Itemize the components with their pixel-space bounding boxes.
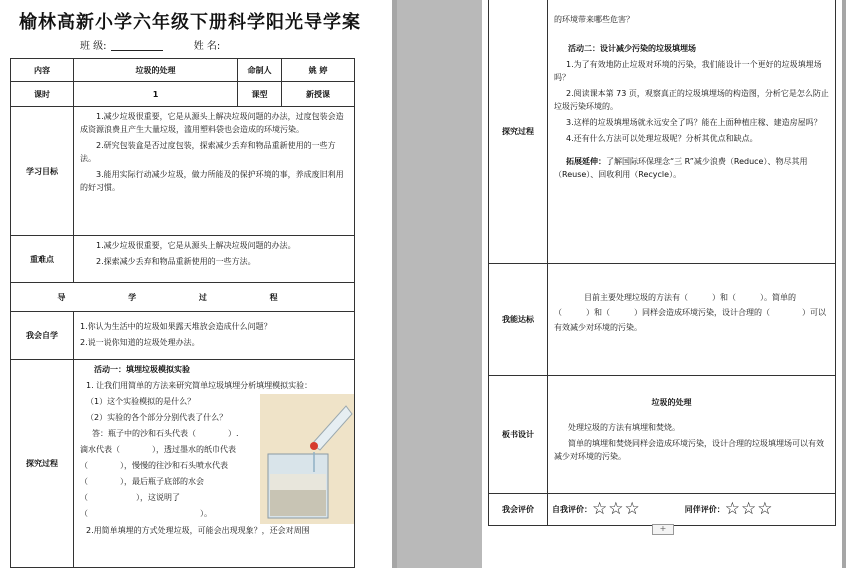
cell-type-value: 新授课 [281, 81, 355, 107]
board-title: 垃圾的处理 [651, 398, 692, 407]
cell-author-label: 命制人 [237, 58, 282, 82]
cell-type-label: 课型 [237, 81, 282, 107]
extension-title: 拓展延伸： [566, 157, 606, 166]
exp-answer-line: （ ），慢慢的往沙和石头喷水代表 [80, 461, 228, 470]
goal-item: 2.研究包装盒是否过度包装，探索减少丢弃和物品重新使用的一些方法。 [80, 141, 336, 163]
self-item: 1.你认为生活中的垃圾如果露天堆放会造成什么问题？ [80, 322, 272, 331]
evaluation-cell [547, 493, 836, 526]
exp-answer-line: 滴水代表（ ），透过墨水的纸巾代表 [80, 445, 236, 454]
extension-text: 拓展延伸：了解国际环保理念“三 R”减少浪费（Reduce）、物尽其用（Reuse）、回收利用（Recycle）。 [554, 157, 808, 179]
exp-question-2: 2.用简单填埋的方式处理垃圾，可能会出现现象？，还会对周围 [86, 526, 310, 535]
exp-answer-line: （ ），这说明了 [80, 493, 180, 502]
doc-title: 榆林高新小学六年级下册科学阳光导学案 [19, 12, 361, 33]
goals-cell [73, 106, 355, 236]
cell-author-value: 姚 婷 [281, 58, 355, 82]
self-eval-label: 自我评价： [552, 505, 592, 514]
board-label: 板书设计 [488, 375, 548, 494]
act2-item: 2.阅读课本第 73 页，观察真正的垃圾填埋场的构造图，分析它是怎么防止垃圾污染环境的。 [554, 89, 829, 111]
goal-item: 3.能用实际行动减少垃圾，做力所能及的保护环境的事，养成废旧利用的好习惯。 [80, 170, 344, 192]
board-cell [547, 375, 836, 494]
exp-question-1a: （1）这个实验模拟的是什么？ [86, 397, 196, 406]
page-gutter [392, 0, 397, 568]
process-header: 导 学 过 程 [10, 282, 355, 312]
document-page-right [482, 0, 842, 568]
board-line: 处理垃圾的方法有填埋和焚烧。 [568, 423, 680, 432]
self-study-label: 我会自学 [10, 311, 74, 360]
carry-over-text: 的环境带来哪些危害？ [554, 15, 634, 24]
cell-content-value: 垃圾的处理 [73, 58, 238, 82]
exp-answer-line: （ ）。 [80, 509, 212, 518]
exp-answer-line: 答：瓶子中的沙和石头代表（ ）. [92, 429, 239, 438]
key-item: 1.减少垃圾很重要，它是从源头上解决垃圾问题的办法。 [96, 241, 296, 250]
evaluation-label: 我会评价 [488, 493, 548, 526]
class-blank[interactable] [111, 40, 163, 51]
student-info-line [80, 37, 220, 52]
peer-eval-label: 同伴评价： [684, 505, 725, 514]
class-label: 班 级: [80, 41, 107, 52]
exp-question-1: 1. 让我们用简单的方法来研究简单垃圾填埋分析填埋模拟实验： [86, 381, 313, 390]
explore-label: 探究过程 [10, 359, 74, 568]
cell-period-label: 课时 [10, 81, 74, 107]
document-page-left [0, 0, 392, 568]
activity-1-title: 活动一：填埋垃圾模拟实验 [94, 365, 190, 374]
landfill-experiment-image [260, 394, 354, 524]
cell-content-label: 内容 [10, 58, 74, 82]
peer-eval-stars[interactable]: ☆☆☆ [724, 499, 774, 519]
goal-item: 1.减少垃圾很重要，它是从源头上解决垃圾问题的办法，过度包装会造成资源浪费且产生大量垃圾，滥用塑料袋也会造成的环境污染。 [80, 112, 344, 134]
key-item: 2.探索减少丢弃和物品重新使用的一些方法。 [96, 257, 256, 266]
self-study-cell [73, 311, 355, 360]
key-label: 重难点 [10, 235, 74, 283]
reach-label: 我能达标 [488, 263, 548, 376]
goals-label: 学习目标 [10, 106, 74, 236]
name-label: 姓 名: [193, 41, 221, 52]
reach-text: 目前主要处理垃圾的方法有（ ）和（ ）。简单的（ ）和（ ）同样会造成环境污染，设计合理的（ ）可以有效减少对环境的污染。 [547, 263, 836, 376]
act2-item: 1.为了有效地防止垃圾对环境的污染，我们能设计一个更好的垃圾填埋场吗？ [554, 60, 822, 82]
explore-cell-right [547, 0, 836, 264]
activity-2-title: 活动二：设计减少污染的垃圾填埋场 [568, 44, 696, 53]
exp-question-1b: （2）实验的各个部分分别代表了什么？ [86, 413, 228, 422]
self-item: 2.说一说你知道的垃圾处理办法。 [80, 338, 200, 347]
exp-answer-line: （ ），最后瓶子底部的水会 [80, 477, 204, 486]
explore-label-right: 探究过程 [488, 0, 548, 264]
key-cell [73, 235, 355, 283]
cell-period-value: 1 [73, 81, 238, 107]
board-line: 简单的填埋和焚烧同样会造成环境污染，设计合理的垃圾填埋场可以有效减少对环境的污染。 [554, 439, 824, 461]
act2-item: 3.这样的垃圾填埋场就永远安全了吗？能在上面种植庄稼、建造房屋吗？ [566, 118, 822, 127]
self-eval-stars[interactable]: ☆☆☆ [592, 499, 641, 519]
add-row-button[interactable]: + [652, 524, 674, 535]
act2-item: 4.还有什么方法可以处理垃圾呢？分析其优点和缺点。 [566, 134, 758, 143]
